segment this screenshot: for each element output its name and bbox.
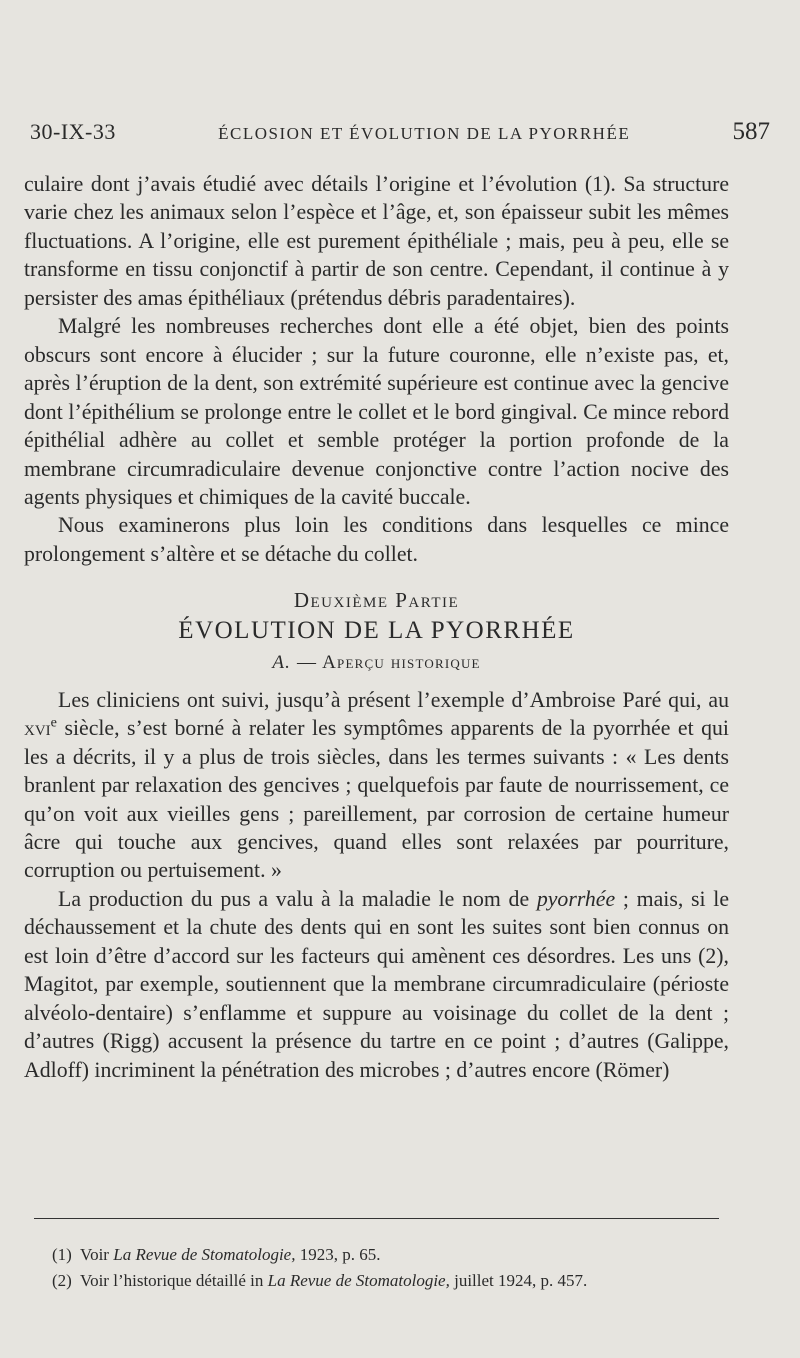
footnote-rule [34, 1218, 719, 1219]
subsection-dash: — [291, 652, 323, 674]
footnote-text: juillet 1924, p. 457. [449, 1271, 588, 1290]
footnotes [52, 1242, 742, 1294]
running-title: ÉCLOSION ET ÉVOLUTION DE LA PYORRHÉE [218, 124, 631, 143]
footnote-number: (2) [52, 1271, 72, 1290]
paragraph-5 [24, 885, 729, 1084]
body-text [24, 170, 729, 1084]
footnote-journal: La Revue de Stomatologie, [267, 1271, 450, 1290]
subsection-letter: A. [272, 652, 292, 674]
paragraph-1: culaire dont j’avais étudié avec détails l’origine et l’évolution (1). Sa structure varie chez les animaux selon l’espèce et l’âge, et, son épaisseur subit les mêmes fluctuations. A l’origine, elle est purement épithéliale ; mais, peu à peu, elle se transforme en tissu conjonctif à partir de son centre. Cependant, il continue à y persister des amas épithéliaux (prétendus débris paradentaires). [24, 172, 729, 310]
footnote-number: (1) [52, 1245, 72, 1264]
paragraph-4-text-b: siècle, s’est borné à relater les symptômes apparents de la pyorrhée et qui les a décrits, il y a plus de trois siècles, dans les termes suivants : « Les dents branlent par relaxation des gencives ; quelquefois par faute de nourrissement, ce qu’on voit aux vieilles gens ; pareillement, par corrosion de certaine humeur âcre qui touche aux gencives, quand elles sont relaxées par pourriture, corruption ou pertuisement. » [24, 716, 729, 883]
footnote-2 [52, 1268, 742, 1294]
century-superscript: e [50, 714, 57, 731]
footnote-text: Voir l’historique détaillé in [80, 1271, 268, 1290]
page-number: 587 [732, 118, 770, 145]
paragraph-4-text-a: Les cliniciens ont suivi, jusqu’à présent l’exemple d’Ambroise Paré qui, au [58, 687, 729, 712]
subsection-title: Aperçu historique [322, 652, 481, 674]
century-numeral: xvi [24, 716, 51, 741]
term-pyorrhee: pyorrhée [536, 886, 616, 911]
paragraph-4 [24, 686, 729, 885]
section-title: ÉVOLUTION DE LA PYORRHÉE [178, 616, 575, 644]
running-header [30, 118, 770, 158]
paragraph-5-text-a: La production du pus a valu à la maladie le nom de [58, 886, 537, 911]
paragraph-3: Nous examinerons plus loin les conditions dans lesquelles ce mince prolongement s’altère et se détache du collet. [24, 513, 729, 566]
footnote-1 [52, 1242, 742, 1268]
footnote-text: Voir [80, 1245, 114, 1264]
header-date: 30-IX-33 [30, 119, 116, 144]
footnote-journal: La Revue de Stomatologie, [113, 1245, 296, 1264]
footnote-text: 1923, p. 65. [295, 1245, 381, 1264]
part-heading: Deuxième Partie [293, 588, 460, 613]
subsection-heading [24, 649, 729, 677]
paragraph-5-text-b: ; mais, si le déchaussement et la chute des dents qui en sont les suites sont bien connus on est loin d’être d’accord sur les facteurs qui amènent ces désordres. Les uns (2), Magitot, par exemple, soutiennent que la membrane circumradiculaire (périoste alvéolo-dentaire) s’enflamme et suppure au voisinage du collet de la dent ; d’autres (Rigg) accusent la présence du tartre en ce point ; d’autres (Galippe, Adloff) incriminent la pénétration des microbes ; d’autres encore (Römer) [24, 886, 729, 1082]
paragraph-2: Malgré les nombreuses recherches dont elle a été objet, bien des points obscurs sont encore à élucider ; sur la future couronne, elle n’existe pas, et, après l’éruption de la dent, son extrémité supérieure est continue avec la gencive dont l’épithélium se prolonge entre le collet et le bord gingival. Ce mince rebord épithélial adhère au collet et semble protéger la portion profonde de la membrane circumradiculaire devenue conjonctive contre l’action nocive des agents physiques et chimiques de la cavité buccale. [24, 314, 729, 509]
